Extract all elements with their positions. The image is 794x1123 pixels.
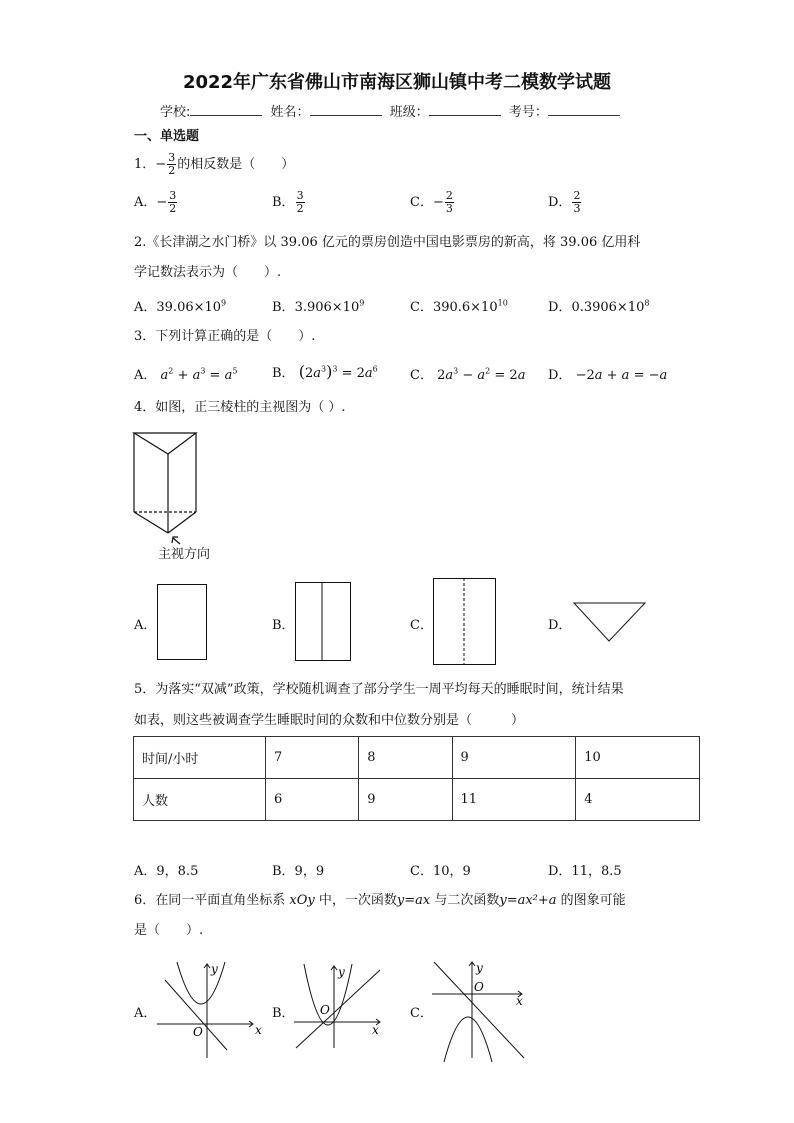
q3-option-d[interactable]: D． −2a + a = −a xyxy=(548,368,668,383)
svg-text:O: O xyxy=(474,980,484,994)
svg-text:y: y xyxy=(476,961,483,975)
svg-text:y: y xyxy=(338,965,345,979)
origin-label: O xyxy=(193,1025,203,1039)
q2-option-d[interactable]: D．$0.3906\times 10^8$ xyxy=(548,298,650,315)
exam-no-field[interactable] xyxy=(548,103,620,116)
q4-option-b-label[interactable]: B． xyxy=(272,618,295,633)
table-cell: 人数 xyxy=(134,779,266,821)
name-label: 姓名： xyxy=(270,105,310,120)
q2-option-c[interactable]: C．$390.6\times 10^{10}$ xyxy=(410,298,508,315)
question-6-line-2: 是（ ）. xyxy=(134,923,204,938)
q6-option-b-label[interactable]: B． xyxy=(272,1006,295,1021)
q6-option-a-label[interactable]: A． xyxy=(134,1006,157,1021)
question-2-line-2: 学记数法表示为（ ）. xyxy=(134,265,282,280)
q6-option-a-graph[interactable] xyxy=(155,960,265,1060)
table-cell: 9 xyxy=(452,737,576,779)
q2-option-b[interactable]: B．$3.906\times 10^9$ xyxy=(272,298,365,315)
q5-option-d[interactable]: D．11，8.5 xyxy=(548,864,622,879)
q4-option-c-figure[interactable] xyxy=(433,578,496,665)
table-cell: 9 xyxy=(359,779,452,821)
school-field[interactable] xyxy=(190,103,262,116)
q1-option-b[interactable]: B． $\frac{3}{2}$ xyxy=(272,189,304,215)
question-5-line-1: 5．为落实“双减”政策，学校随机调查了部分学生一周平均每天的睡眠时间，统计结果 xyxy=(134,682,624,697)
q4-option-d-label[interactable]: D． xyxy=(548,618,572,633)
axis-x-label: x xyxy=(255,1023,262,1037)
q5-option-c[interactable]: C．10，9 xyxy=(410,864,471,879)
q4-option-c-label[interactable]: C． xyxy=(410,618,433,633)
table-row xyxy=(134,779,700,821)
q3-option-b[interactable]: B． $(2a^3)^3 = 2a^6$ xyxy=(272,362,378,381)
question-4: 4．如图，正三棱柱的主视图为（ ）. xyxy=(134,400,346,415)
q4-option-a-figure[interactable] xyxy=(157,584,207,660)
q1-option-c[interactable]: C．− $\frac{2}{3}$ xyxy=(410,189,453,215)
name-field[interactable] xyxy=(310,103,382,116)
q5-option-a[interactable]: A．9，8.5 xyxy=(134,864,199,879)
question-6-line-1: 6．在同一平面直角坐标系 xOy 中，一次函数y=ax 与二次函数y=ax²+a 的图象可能 xyxy=(134,893,626,908)
view-direction-label: 主视方向 xyxy=(158,547,211,562)
table-cell: 6 xyxy=(266,779,359,821)
q5-option-b[interactable]: B．9，9 xyxy=(272,864,325,879)
class-label: 班级： xyxy=(389,105,429,120)
section-heading: 一、单选题 xyxy=(134,129,200,144)
table-cell: 8 xyxy=(359,737,452,779)
table-cell: 时间/小时 xyxy=(134,737,266,779)
table-row xyxy=(134,737,700,779)
q4-option-d-figure[interactable] xyxy=(573,602,646,642)
q4-option-b-figure[interactable] xyxy=(295,582,351,661)
q6-option-b-graph[interactable] xyxy=(292,962,392,1052)
q1-option-d[interactable]: D． $\frac{2}{3}$ xyxy=(548,189,581,215)
q3-option-c[interactable]: C． $2a^3 - a^2 = 2a$ xyxy=(410,366,526,383)
q3-option-a[interactable]: A． $a^2 + a^3 = a^5$ xyxy=(134,366,238,383)
class-field[interactable] xyxy=(429,103,501,116)
svg-text:O: O xyxy=(320,1003,330,1017)
svg-text:x: x xyxy=(516,994,523,1008)
page-title: 2022年广东省佛山市南海区狮山镇中考二模数学试题 xyxy=(182,72,612,93)
q1-option-a[interactable]: A．− $\frac{3}{2}$ xyxy=(134,189,177,215)
question-5-line-2: 如表，则这些被调查学生睡眠时间的众数和中位数分别是（ ） xyxy=(134,713,525,728)
question-2-line-1: 2.《长津湖之水门桥》以 39.06 亿元的票房创造中国电影票房的新高，将 39.06 亿用科 xyxy=(134,235,641,250)
prism-figure xyxy=(130,430,210,545)
q2-option-a[interactable]: A．$39.06\times 10^9$ xyxy=(134,298,227,315)
table-cell: 7 xyxy=(266,737,359,779)
student-info xyxy=(160,101,624,120)
fraction: $\frac{3}{2}$ xyxy=(168,151,176,177)
table-cell: 10 xyxy=(576,737,700,779)
svg-text:x: x xyxy=(372,1023,379,1037)
school-label: 学校: xyxy=(160,105,191,120)
q4-option-a-label[interactable]: A． xyxy=(134,618,157,633)
axis-y-label: y xyxy=(211,962,218,976)
table-cell: 11 xyxy=(452,779,576,821)
question-3: 3．下列计算正确的是（ ）. xyxy=(134,329,316,344)
table-cell: 4 xyxy=(576,779,700,821)
exam-no-label: 考号： xyxy=(508,105,548,120)
question-1: 1．− $\frac{3}{2}$ 的相反数是（ ） xyxy=(134,151,295,177)
q6-option-c-label[interactable]: C． xyxy=(410,1006,433,1021)
sleep-table xyxy=(133,736,700,821)
q6-option-c-graph[interactable] xyxy=(430,958,530,1063)
